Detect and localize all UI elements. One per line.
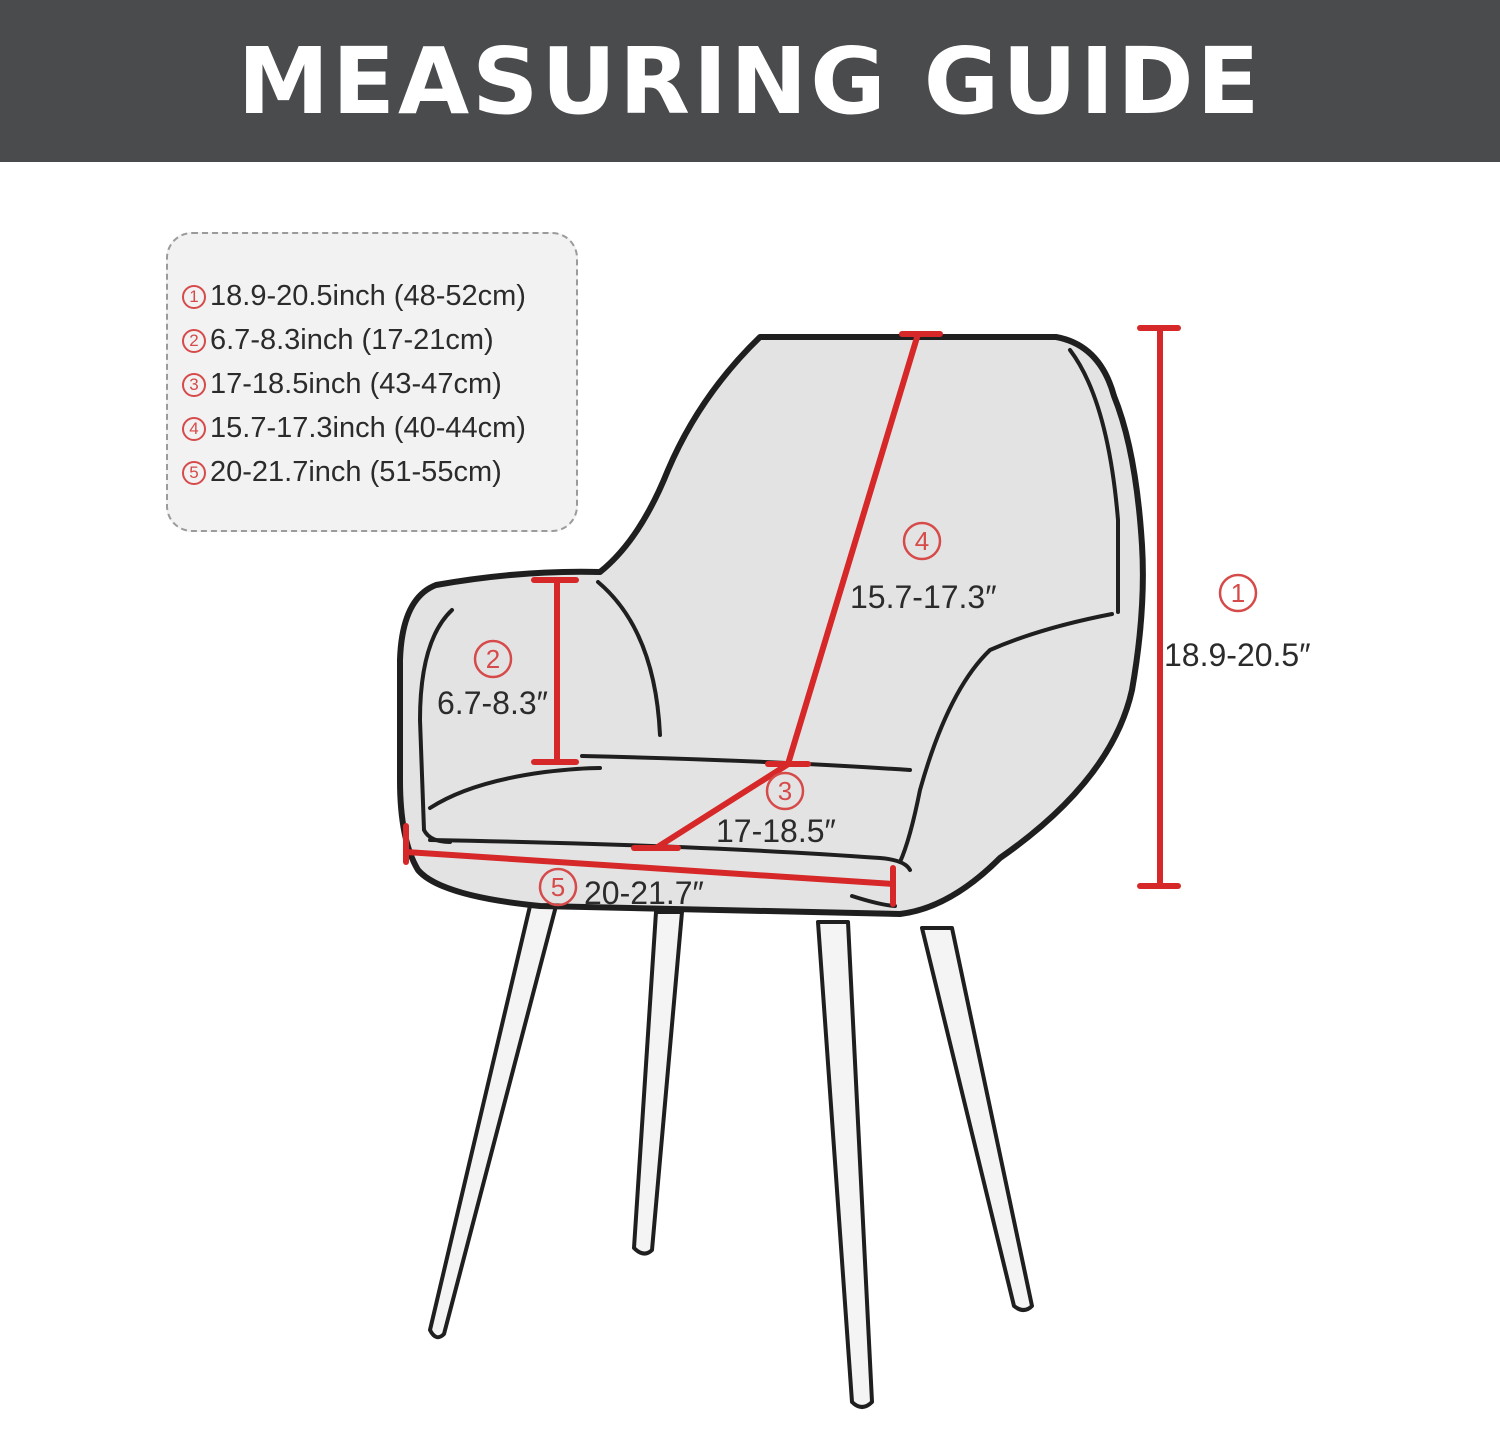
measure-1-label: 18.9-20.5″: [1164, 637, 1311, 673]
measure-1-number: 1: [1230, 578, 1246, 608]
banner-title: MEASURING GUIDE: [237, 27, 1263, 135]
legend-text-1: 18.9-20.5inch (48-52cm): [210, 280, 526, 312]
measure-4-label: 15.7-17.3″: [850, 579, 997, 615]
legend-text-3: 17-18.5inch (43-47cm): [210, 368, 502, 400]
measure-3-label: 17-18.5″: [716, 813, 836, 849]
legend-number-1: 1: [182, 285, 206, 309]
legend-text-5: 20-21.7inch (51-55cm): [210, 456, 502, 488]
leg-front-left: [430, 906, 556, 1337]
measure-3-number: 3: [777, 776, 793, 806]
measure-5-label: 20-21.7″: [584, 875, 704, 911]
leg-back-left: [634, 912, 682, 1254]
measure-4-number: 4: [914, 526, 930, 556]
measure-1: [1164, 575, 1311, 673]
measure-5-number: 5: [550, 872, 566, 902]
measure-5: [540, 869, 704, 911]
legend-text-4: 15.7-17.3inch (40-44cm): [210, 412, 526, 444]
legend-number-5: 5: [182, 461, 206, 485]
legend-text-2: 6.7-8.3inch (17-21cm): [210, 324, 494, 356]
chair-legs: [430, 906, 1032, 1407]
legend-number-4: 4: [182, 417, 206, 441]
leg-front-right: [922, 928, 1032, 1310]
leg-back-right: [818, 922, 872, 1407]
measure-2-number: 2: [485, 644, 501, 674]
legend-number-3: 3: [182, 373, 206, 397]
measure-2-label: 6.7-8.3″: [437, 685, 548, 721]
legend-number-2: 2: [182, 329, 206, 353]
